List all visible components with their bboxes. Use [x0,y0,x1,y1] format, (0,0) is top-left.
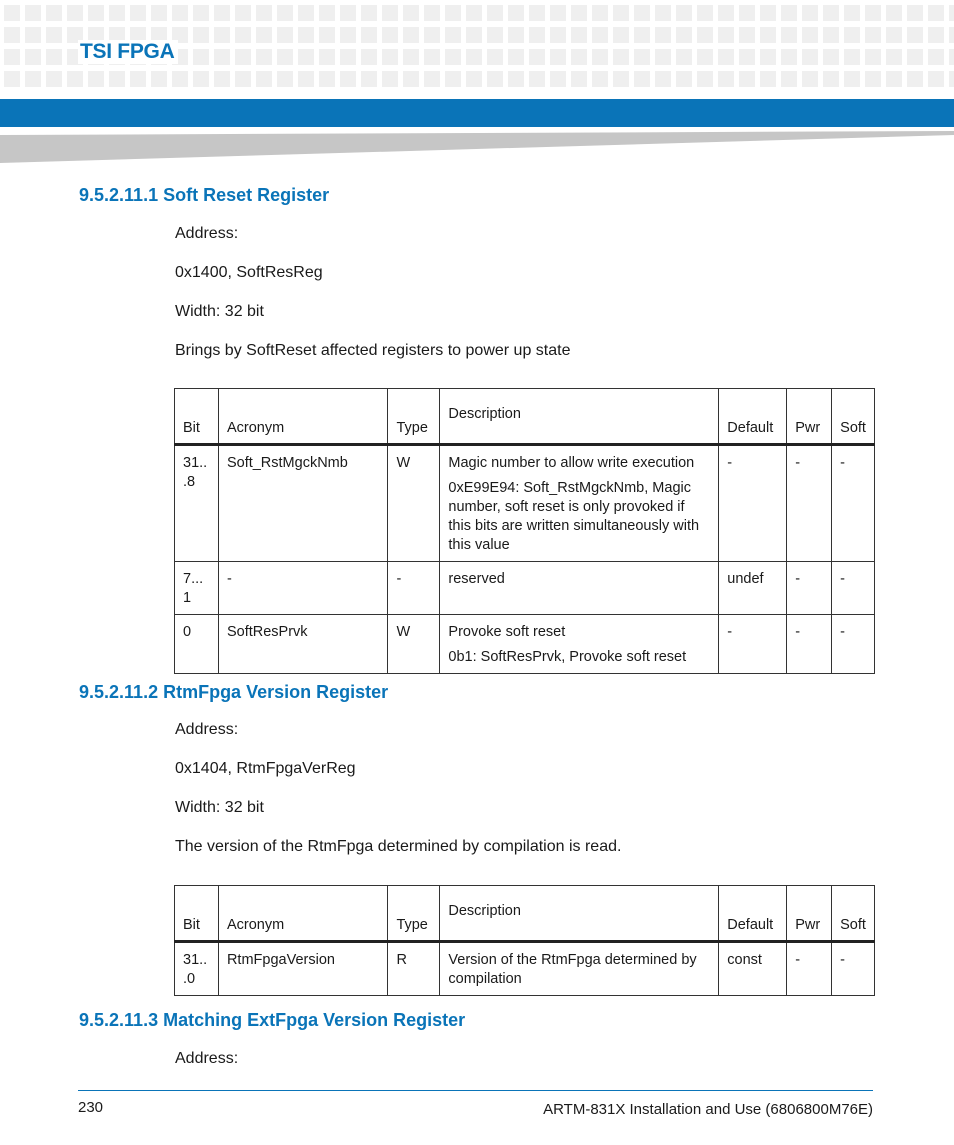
header-pattern-square [865,71,881,87]
header-pattern-square [949,27,954,43]
header-pattern-square [382,49,398,65]
header-pattern-square [886,49,902,65]
col-header-description [440,886,719,942]
cell-description: Version of the RtmFpga determined by compilation [440,942,719,996]
cell-description-line: 0xE99E94: Soft_RstMgckNmb, Magic number, soft reset is only provoked if this bits are written simultaneously with this value [448,480,700,553]
header-pattern-square [739,27,755,43]
header-pattern-square [865,49,881,65]
col-header-acronym: Acronym [218,886,387,942]
rtmfpga-version-register-table [174,885,875,996]
col-header-default: Default [719,389,787,445]
chapter-title: TSI FPGA [78,40,178,64]
header-pattern-square [172,5,188,21]
header-pattern-square [88,5,104,21]
col-header-pwr: Pwr [787,886,832,942]
table-row [175,615,875,674]
header-pattern-square [592,71,608,87]
header-pattern-square [634,27,650,43]
header-pattern-square [802,49,818,65]
header-pattern-square [256,5,272,21]
address-label: Address: [175,1050,239,1067]
address-label: Address: [175,225,239,242]
header-pattern-square [508,49,524,65]
header-pattern-square [319,49,335,65]
header-pattern-square [88,71,104,87]
header-pattern-square [760,71,776,87]
header-pattern-square [4,71,20,87]
section-heading-rtmfpga-version: 9.5.2.11.2 RtmFpga Version Register [79,682,389,702]
header-pattern-square [739,5,755,21]
section-heading-extfpga-version: 9.5.2.11.3 Matching ExtFpga Version Register [79,1010,466,1030]
header-pattern-square [823,27,839,43]
header-pattern-square [445,49,461,65]
cell-acronym: SoftResPrvk [218,615,388,674]
header-pattern-square [403,5,419,21]
table-header-row [175,389,875,445]
header-pattern-square [907,5,923,21]
page-number: 230 [78,1099,104,1116]
cell-type: W [388,445,440,562]
header-pattern-square [487,27,503,43]
cell-default: - [719,445,787,562]
cell-soft: - [832,942,875,996]
header-pattern-square [634,5,650,21]
header-pattern-square [256,71,272,87]
header-pattern-square [277,71,293,87]
header-pattern-square [46,71,62,87]
register-width: Width: 32 bit [175,799,264,816]
header-pattern-square [718,5,734,21]
header-pattern-square [130,5,146,21]
header-pattern-square [781,71,797,87]
header-pattern-square [25,5,41,21]
footer-rule [78,1090,873,1091]
cell-default: - [719,615,787,674]
cell-type: W [388,615,440,674]
header-pattern-square [697,27,713,43]
header-pattern-square [340,5,356,21]
header-pattern-square [361,27,377,43]
header-blue-bar [0,99,954,127]
header-pattern-square [67,71,83,87]
header-pattern-square [592,5,608,21]
header-pattern-square [529,49,545,65]
cell-bit: 31.. .0 [175,942,219,996]
header-pattern-square [130,71,146,87]
header-pattern-square [193,71,209,87]
cell-soft: - [832,445,875,562]
cell-description [440,615,719,674]
header-pattern-square [550,71,566,87]
header-pattern-square [151,71,167,87]
header-pattern-square [382,27,398,43]
header-pattern-square [718,71,734,87]
header-pattern-square [445,5,461,21]
col-header-description-label: Description [448,406,521,422]
section-heading-soft-reset: 9.5.2.11.1 Soft Reset Register [79,185,330,205]
header-pattern-square [844,5,860,21]
header-pattern-square [25,27,41,43]
col-header-default: Default [719,886,787,942]
cell-description-line: Magic number to allow write execution [448,455,695,471]
header-pattern-square [277,5,293,21]
cell-description-line: 0b1: SoftResPrvk, Provoke soft reset [448,649,687,665]
header-pattern-square [823,5,839,21]
header-pattern-square [298,27,314,43]
col-header-bit: Bit [175,389,219,445]
header-pattern-square [235,27,251,43]
header-pattern-square [214,27,230,43]
header-pattern-square [886,71,902,87]
header-pattern-square [907,49,923,65]
address-value: 0x1400, SoftResReg [175,264,323,281]
header-pattern-square [214,71,230,87]
header-pattern-row [4,71,954,87]
header-pattern-square [697,49,713,65]
header-pattern-square [571,27,587,43]
header-pattern-square [550,27,566,43]
header-pattern-square [781,5,797,21]
header-pattern-square [46,5,62,21]
header-pattern-square [781,27,797,43]
header-pattern-square [676,5,692,21]
register-description: The version of the RtmFpga determined by compilation is read. [175,838,622,855]
document-title: ARTM-831X Installation and Use (6806800M76E) [543,1101,873,1118]
header-pattern-square [529,27,545,43]
header-pattern-square [655,71,671,87]
header-grey-wedge [0,131,954,163]
header-pattern-square [907,27,923,43]
header-pattern-square [445,71,461,87]
header-pattern-square [487,71,503,87]
col-header-acronym: Acronym [218,389,388,445]
header-pattern-square [361,49,377,65]
header-pattern-square [235,5,251,21]
header-pattern-square [865,5,881,21]
header-pattern-square [403,49,419,65]
header-pattern-square [592,27,608,43]
header-pattern-square [571,71,587,87]
header-pattern-square [424,49,440,65]
header-pattern-square [46,49,62,65]
header-pattern-square [109,5,125,21]
header-pattern-square [760,27,776,43]
header-pattern-square [319,5,335,21]
header-pattern-square [802,27,818,43]
header-pattern-square [193,49,209,65]
header-pattern-square [823,71,839,87]
header-pattern-square [424,27,440,43]
header-pattern-row [4,5,954,21]
header-pattern-square [739,49,755,65]
header-pattern-square [466,5,482,21]
header-pattern-square [319,27,335,43]
header-pattern-square [424,5,440,21]
cell-soft: - [832,562,875,615]
header-pattern-square [151,5,167,21]
header-pattern-square [298,5,314,21]
header-pattern-square [172,71,188,87]
header-pattern-square [529,5,545,21]
header-pattern-square [760,5,776,21]
header-pattern-square [277,27,293,43]
table-header-row [175,886,875,942]
header-pattern-square [718,27,734,43]
header-pattern-square [193,27,209,43]
header-pattern-square [4,27,20,43]
header-pattern-square [928,5,944,21]
header-pattern-square [592,49,608,65]
header-pattern-square [193,5,209,21]
header-pattern-square [487,5,503,21]
header-pattern-square [613,27,629,43]
header-pattern-square [655,49,671,65]
header-pattern-square [949,49,954,65]
register-description: Brings by SoftReset affected registers to power up state [175,342,571,359]
header-pattern-square [886,5,902,21]
header-pattern-square [844,49,860,65]
header-pattern-square [46,27,62,43]
table-row [175,942,875,996]
header-pattern-square [340,71,356,87]
header-pattern-square [676,49,692,65]
cell-pwr: - [787,942,832,996]
header-pattern-square [928,27,944,43]
address-value: 0x1404, RtmFpgaVerReg [175,760,356,777]
cell-acronym: RtmFpgaVersion [218,942,387,996]
header-pattern-square [550,5,566,21]
cell-acronym: - [218,562,388,615]
cell-type: - [388,562,440,615]
header-pattern-square [802,71,818,87]
header-pattern-square [571,5,587,21]
header-pattern-square [928,49,944,65]
header-pattern-square [235,49,251,65]
cell-pwr: - [787,615,832,674]
header-pattern-square [508,5,524,21]
cell-description [440,445,719,562]
cell-description [440,562,719,615]
header-pattern-square [466,27,482,43]
col-header-description [440,389,719,445]
header-pattern-square [550,49,566,65]
col-header-soft: Soft [832,389,875,445]
header-pattern-square [928,71,944,87]
header-pattern-square [25,71,41,87]
col-header-type: Type [388,389,440,445]
header-pattern-square [298,71,314,87]
header-pattern-square [319,71,335,87]
header-pattern-square [424,71,440,87]
header-pattern-square [340,49,356,65]
header-pattern-square [844,71,860,87]
header-pattern-square [235,71,251,87]
header-pattern-square [25,49,41,65]
register-width: Width: 32 bit [175,303,264,320]
header-pattern-square [67,5,83,21]
header-pattern-square [613,71,629,87]
header-pattern-square [949,71,954,87]
header-pattern-square [361,5,377,21]
header-pattern-square [697,71,713,87]
header-pattern-square [508,71,524,87]
header-pattern-square [487,49,503,65]
header-pattern-square [340,27,356,43]
cell-type: R [388,942,440,996]
header-pattern-square [277,49,293,65]
cell-default: const [719,942,787,996]
header-pattern-square [865,27,881,43]
header-pattern-square [466,71,482,87]
header-pattern-square [403,71,419,87]
header-pattern-square [361,71,377,87]
header-pattern-square [634,49,650,65]
cell-soft: - [832,615,875,674]
header-pattern-square [508,27,524,43]
header-pattern-square [256,27,272,43]
header-pattern-square [655,5,671,21]
header-pattern-square [655,27,671,43]
cell-default: undef [719,562,787,615]
header-pattern-square [445,27,461,43]
header-pattern-square [949,5,954,21]
header-pattern-square [676,71,692,87]
header-pattern-square [613,5,629,21]
header-pattern-square [697,5,713,21]
header-pattern-square [382,71,398,87]
cell-description-line: reserved [448,571,505,587]
cell-bit: 31.. .8 [175,445,219,562]
header-pattern-square [214,5,230,21]
cell-bit: 7... 1 [175,562,219,615]
header-pattern-square [4,49,20,65]
col-header-description-label: Description [448,903,521,919]
col-header-pwr: Pwr [787,389,832,445]
address-label: Address: [175,721,239,738]
header-pattern-square [466,49,482,65]
cell-description-line: Provoke soft reset [448,624,566,640]
header-pattern-square [382,5,398,21]
header-pattern-square [109,71,125,87]
table-row [175,445,875,562]
header-pattern-square [844,27,860,43]
header-pattern-square [403,27,419,43]
header-pattern-square [571,49,587,65]
cell-acronym: Soft_RstMgckNmb [218,445,388,562]
col-header-soft: Soft [832,886,875,942]
header-pattern-square [634,71,650,87]
col-header-bit: Bit [175,886,219,942]
header-pattern-square [781,49,797,65]
cell-bit: 0 [175,615,219,674]
header-pattern-square [739,71,755,87]
header-pattern-square [4,5,20,21]
header-pattern-square [298,49,314,65]
header-pattern-square [529,71,545,87]
cell-pwr: - [787,445,832,562]
header-pattern-square [886,27,902,43]
header-pattern-square [823,49,839,65]
header-pattern-square [718,49,734,65]
header-pattern-square [613,49,629,65]
header-pattern-square [907,71,923,87]
header-pattern-square [256,49,272,65]
col-header-type: Type [388,886,440,942]
header-pattern-square [802,5,818,21]
cell-pwr: - [787,562,832,615]
table-row [175,562,875,615]
soft-reset-register-table [174,388,875,674]
header-pattern-square [760,49,776,65]
header-pattern-square [676,27,692,43]
header-pattern-square [214,49,230,65]
